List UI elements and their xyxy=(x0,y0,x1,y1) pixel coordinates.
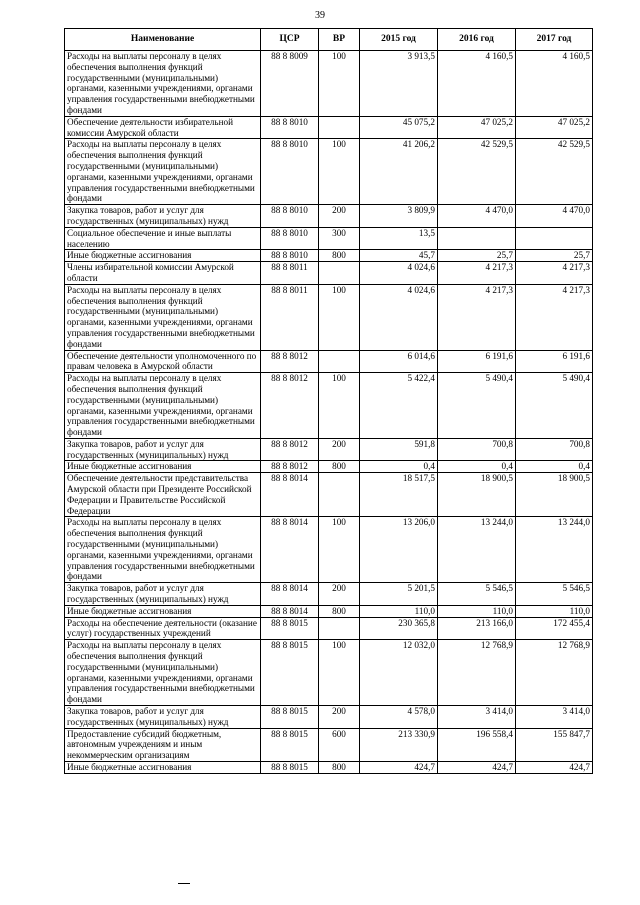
cell-csr: 88 8 8015 xyxy=(261,640,319,706)
cell-2017: 4 470,0 xyxy=(516,205,593,228)
cell-2016: 4 470,0 xyxy=(438,205,516,228)
cell-csr: 88 8 8011 xyxy=(261,262,319,285)
cell-csr: 88 8 8012 xyxy=(261,373,319,439)
cell-csr: 88 8 8011 xyxy=(261,284,319,350)
cell-name: Обеспечение деятельности избирательной комиссии Амурской области xyxy=(65,116,261,139)
cell-name: Закупка товаров, работ и услуг для государственных (муниципальных) нужд xyxy=(65,583,261,606)
table-row xyxy=(65,250,593,262)
cell-2015: 18 517,5 xyxy=(360,473,438,517)
page-number: 39 xyxy=(315,10,325,21)
cell-2017: 4 217,3 xyxy=(516,262,593,285)
cell-2016: 110,0 xyxy=(438,605,516,617)
header-2017: 2017 год xyxy=(516,29,593,51)
cell-2016: 424,7 xyxy=(438,762,516,774)
cell-2015: 12 032,0 xyxy=(360,640,438,706)
table-row xyxy=(65,728,593,761)
cell-name: Закупка товаров, работ и услуг для государственных (муниципальных) нужд xyxy=(65,205,261,228)
cell-vr xyxy=(319,617,360,640)
cell-2016: 12 768,9 xyxy=(438,640,516,706)
table-row xyxy=(65,262,593,285)
cell-2016: 4 217,3 xyxy=(438,262,516,285)
cell-csr: 88 8 8014 xyxy=(261,583,319,606)
cell-name: Расходы на выплаты персоналу в целях обеспечения выполнения функций государственными (муниципальными) органами, казенными учреждениями, органами управления государственными внебюджетными фондами xyxy=(65,284,261,350)
cell-2017: 6 191,6 xyxy=(516,350,593,373)
cell-csr: 88 8 8014 xyxy=(261,473,319,517)
cell-name: Закупка товаров, работ и услуг для государственных (муниципальных) нужд xyxy=(65,438,261,461)
table-row xyxy=(65,517,593,583)
cell-2017: 12 768,9 xyxy=(516,640,593,706)
cell-name: Расходы на выплаты персоналу в целях обеспечения выполнения функций государственными (муниципальными) органами, казенными учреждениями, органами управления государственными внебюджетными фондами xyxy=(65,517,261,583)
footer-mark xyxy=(178,883,190,884)
cell-vr: 300 xyxy=(319,227,360,250)
cell-vr xyxy=(319,473,360,517)
table-row xyxy=(65,640,593,706)
cell-2017: 3 414,0 xyxy=(516,706,593,729)
cell-name: Расходы на выплаты персоналу в целях обеспечения выполнения функций государственными (муниципальными) органами, казенными учреждениями, органами управления государственными внебюджетными фондами xyxy=(65,373,261,439)
table-body xyxy=(65,51,593,774)
cell-2015: 5 201,5 xyxy=(360,583,438,606)
cell-2016: 5 490,4 xyxy=(438,373,516,439)
cell-vr: 800 xyxy=(319,250,360,262)
cell-csr: 88 8 8010 xyxy=(261,116,319,139)
table-row xyxy=(65,438,593,461)
table-row xyxy=(65,762,593,774)
cell-csr: 88 8 8015 xyxy=(261,706,319,729)
header-2015: 2015 год xyxy=(360,29,438,51)
table-row xyxy=(65,116,593,139)
cell-2017: 5 490,4 xyxy=(516,373,593,439)
cell-vr: 100 xyxy=(319,139,360,205)
table-header-row xyxy=(65,29,593,51)
cell-2015: 230 365,8 xyxy=(360,617,438,640)
cell-vr: 100 xyxy=(319,51,360,117)
cell-csr: 88 8 8015 xyxy=(261,617,319,640)
cell-2017: 110,0 xyxy=(516,605,593,617)
cell-2016: 700,8 xyxy=(438,438,516,461)
table-row xyxy=(65,473,593,517)
cell-2015: 13 206,0 xyxy=(360,517,438,583)
cell-2017: 424,7 xyxy=(516,762,593,774)
cell-name: Иные бюджетные ассигнования xyxy=(65,605,261,617)
cell-vr: 200 xyxy=(319,438,360,461)
cell-csr: 88 8 8015 xyxy=(261,762,319,774)
cell-name: Обеспечение деятельности представительства Амурской области при Президенте Российской Федерации и Правительстве Российской Федерации xyxy=(65,473,261,517)
cell-vr xyxy=(319,350,360,373)
cell-2015: 6 014,6 xyxy=(360,350,438,373)
cell-csr: 88 8 8010 xyxy=(261,205,319,228)
cell-vr: 800 xyxy=(319,605,360,617)
cell-2016: 13 244,0 xyxy=(438,517,516,583)
cell-2017: 42 529,5 xyxy=(516,139,593,205)
table-row xyxy=(65,139,593,205)
cell-2017: 25,7 xyxy=(516,250,593,262)
cell-2015: 45 075,2 xyxy=(360,116,438,139)
header-name: Наименование xyxy=(65,29,261,51)
cell-2017: 172 455,4 xyxy=(516,617,593,640)
cell-vr: 800 xyxy=(319,461,360,473)
cell-2015: 4 024,6 xyxy=(360,262,438,285)
cell-2016: 4 160,5 xyxy=(438,51,516,117)
cell-2015: 213 330,9 xyxy=(360,728,438,761)
table-row xyxy=(65,461,593,473)
header-vr: ВР xyxy=(319,29,360,51)
cell-csr: 88 8 8014 xyxy=(261,517,319,583)
cell-2015: 3 913,5 xyxy=(360,51,438,117)
budget-table xyxy=(64,28,593,774)
cell-2015: 41 206,2 xyxy=(360,139,438,205)
cell-vr: 100 xyxy=(319,640,360,706)
cell-2016: 42 529,5 xyxy=(438,139,516,205)
cell-name: Расходы на выплаты персоналу в целях обеспечения выполнения функций государственными (муниципальными) органами, казенными учреждениями, органами управления государственными внебюджетными фондами xyxy=(65,640,261,706)
cell-2017: 5 546,5 xyxy=(516,583,593,606)
cell-2016 xyxy=(438,227,516,250)
table-row xyxy=(65,373,593,439)
cell-csr: 88 8 8010 xyxy=(261,227,319,250)
cell-name: Социальное обеспечение и иные выплаты населению xyxy=(65,227,261,250)
cell-vr xyxy=(319,116,360,139)
cell-name: Закупка товаров, работ и услуг для государственных (муниципальных) нужд xyxy=(65,706,261,729)
cell-vr: 200 xyxy=(319,205,360,228)
cell-2015: 3 809,9 xyxy=(360,205,438,228)
header-2016: 2016 год xyxy=(438,29,516,51)
cell-2017: 13 244,0 xyxy=(516,517,593,583)
cell-name: Иные бюджетные ассигнования xyxy=(65,762,261,774)
cell-2016: 47 025,2 xyxy=(438,116,516,139)
cell-vr: 600 xyxy=(319,728,360,761)
table-row xyxy=(65,205,593,228)
cell-name: Расходы на обеспечение деятельности (оказание услуг) государственных учреждений xyxy=(65,617,261,640)
cell-name: Иные бюджетные ассигнования xyxy=(65,250,261,262)
cell-2016: 213 166,0 xyxy=(438,617,516,640)
cell-csr: 88 8 8012 xyxy=(261,350,319,373)
cell-name: Предоставление субсидий бюджетным, автономным учреждениям и иным некоммерческим организациям xyxy=(65,728,261,761)
cell-2015: 4 578,0 xyxy=(360,706,438,729)
cell-csr: 88 8 8010 xyxy=(261,250,319,262)
cell-vr: 200 xyxy=(319,583,360,606)
cell-csr: 88 8 8012 xyxy=(261,438,319,461)
cell-csr: 88 8 8009 xyxy=(261,51,319,117)
cell-2017: 18 900,5 xyxy=(516,473,593,517)
table-row xyxy=(65,617,593,640)
cell-2017: 47 025,2 xyxy=(516,116,593,139)
cell-csr: 88 8 8010 xyxy=(261,139,319,205)
cell-2016: 6 191,6 xyxy=(438,350,516,373)
cell-csr: 88 8 8014 xyxy=(261,605,319,617)
cell-2016: 25,7 xyxy=(438,250,516,262)
cell-csr: 88 8 8012 xyxy=(261,461,319,473)
cell-2015: 45,7 xyxy=(360,250,438,262)
table-row xyxy=(65,284,593,350)
cell-2015: 110,0 xyxy=(360,605,438,617)
cell-2016: 5 546,5 xyxy=(438,583,516,606)
cell-vr: 800 xyxy=(319,762,360,774)
cell-2015: 13,5 xyxy=(360,227,438,250)
cell-name: Иные бюджетные ассигнования xyxy=(65,461,261,473)
table-row xyxy=(65,605,593,617)
cell-2016: 0,4 xyxy=(438,461,516,473)
table-row xyxy=(65,227,593,250)
cell-name: Расходы на выплаты персоналу в целях обеспечения выполнения функций государственными (муниципальными) органами, казенными учреждениями, органами управления государственными внебюджетными фондами xyxy=(65,51,261,117)
cell-2017: 0,4 xyxy=(516,461,593,473)
cell-vr xyxy=(319,262,360,285)
cell-csr: 88 8 8015 xyxy=(261,728,319,761)
cell-name: Члены избирательной комиссии Амурской области xyxy=(65,262,261,285)
table-row xyxy=(65,706,593,729)
cell-2017: 700,8 xyxy=(516,438,593,461)
cell-vr: 100 xyxy=(319,373,360,439)
cell-2015: 424,7 xyxy=(360,762,438,774)
cell-name: Расходы на выплаты персоналу в целях обеспечения выполнения функций государственными (муниципальными) органами, казенными учреждениями, органами управления государственными внебюджетными фондами xyxy=(65,139,261,205)
cell-2017: 4 160,5 xyxy=(516,51,593,117)
cell-vr: 200 xyxy=(319,706,360,729)
header-csr: ЦСР xyxy=(261,29,319,51)
cell-2017: 155 847,7 xyxy=(516,728,593,761)
cell-2015: 591,8 xyxy=(360,438,438,461)
cell-2015: 5 422,4 xyxy=(360,373,438,439)
cell-2017 xyxy=(516,227,593,250)
cell-2015: 0,4 xyxy=(360,461,438,473)
table-row xyxy=(65,350,593,373)
cell-2015: 4 024,6 xyxy=(360,284,438,350)
cell-name: Обеспечение деятельности уполномоченного по правам человека в Амурской области xyxy=(65,350,261,373)
cell-2016: 3 414,0 xyxy=(438,706,516,729)
cell-vr: 100 xyxy=(319,517,360,583)
cell-2016: 4 217,3 xyxy=(438,284,516,350)
table-row xyxy=(65,583,593,606)
cell-2017: 4 217,3 xyxy=(516,284,593,350)
cell-2016: 196 558,4 xyxy=(438,728,516,761)
table-row xyxy=(65,51,593,117)
cell-vr: 100 xyxy=(319,284,360,350)
cell-2016: 18 900,5 xyxy=(438,473,516,517)
